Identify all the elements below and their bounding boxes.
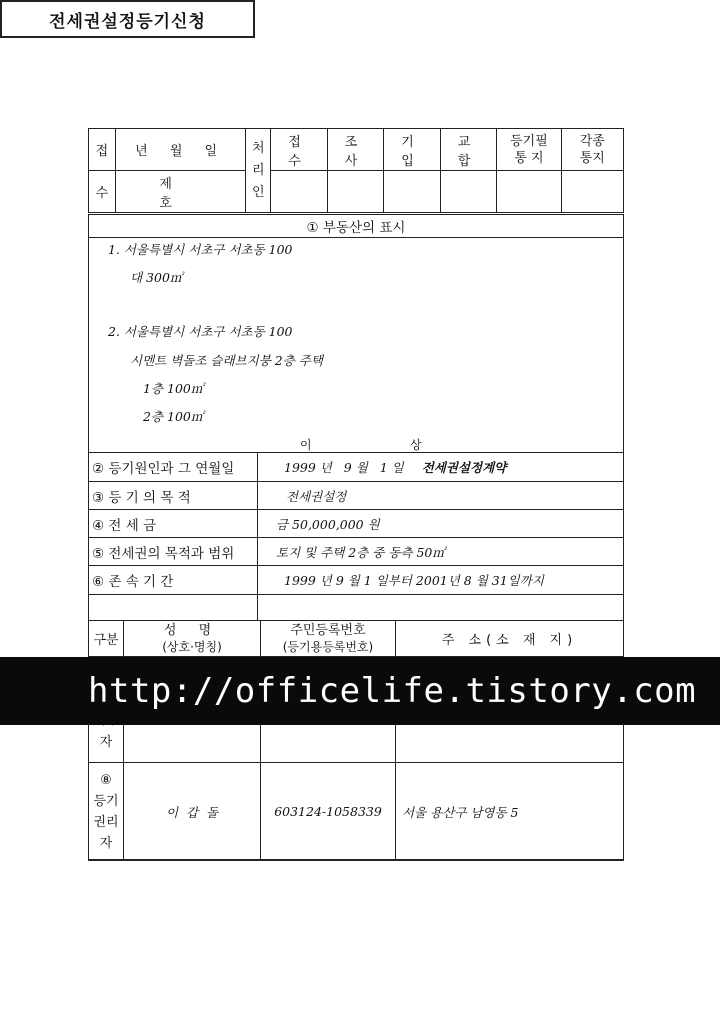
col-collate: 교 합: [440, 129, 497, 171]
row-scope: [88, 538, 624, 566]
row-blank: [88, 595, 624, 621]
cell-receipt: [271, 171, 328, 213]
form-title: 전세권설정등기신청: [0, 0, 255, 38]
property-end-left: 이: [300, 438, 312, 452]
row-scope-value: 토지 및 주택 2층 중 동측 50㎡: [276, 544, 445, 560]
property-item2-line4: 2층 100㎡: [143, 409, 204, 424]
col-receipt: 접 수: [271, 129, 328, 171]
holder-id: 603124-1058339: [261, 763, 396, 861]
date-label: 년 월 일: [115, 129, 246, 171]
row-amount-label: ④ 전 세 금: [88, 510, 258, 537]
watermark-url: http://officelife.tistory.com: [88, 671, 697, 711]
row-amount: [88, 510, 624, 538]
row-purpose: [88, 482, 624, 510]
row-cause: [88, 453, 624, 482]
handler-label: 처 리 인: [246, 129, 271, 213]
col-inspect: 조 사: [327, 129, 384, 171]
col-notice-completed: 등기필 통 지: [497, 129, 561, 171]
watermark-banner: [0, 657, 720, 725]
cell-notice-various: [561, 171, 623, 213]
reception-label-top: 접: [89, 129, 116, 171]
cell-entry: [384, 171, 441, 213]
property-item2-line2: 시멘트 벽돌조 슬래브지붕 2층 주택: [130, 353, 323, 368]
holder-label: ⑧ 등기 권리 자: [89, 763, 124, 861]
number-label: 제 호: [115, 171, 246, 213]
holder-name: 이 갑 돌: [124, 763, 261, 861]
row-period-value: 1999 년 9 월 1 일부터 2001년 8 월 31일까지: [284, 573, 544, 588]
col-entry: 기 입: [384, 129, 441, 171]
cell-notice-completed: [497, 171, 561, 213]
party-col-name: 성 명 (상호·명칭): [124, 621, 261, 657]
row-period: [88, 566, 624, 595]
property-item1-line1: 1. 서울특별시 서초구 서초동 100: [108, 242, 293, 257]
obligor-label: 자: [89, 657, 124, 763]
col-notice-various: 각종 통지: [561, 129, 623, 171]
property-item2-line1: 2. 서울특별시 서초구 서초동 100: [108, 324, 293, 339]
row-purpose-label: ③ 등 기 의 목 적: [88, 482, 258, 509]
row-scope-label: ⑤ 전세권의 목적과 범위: [88, 538, 258, 565]
party-col-id: 주민등록번호 (등기용등록번호): [261, 621, 396, 657]
row-blank-label: [88, 595, 258, 620]
row-period-label: ⑥ 존 속 기 간: [88, 566, 258, 594]
row-purpose-value: 전세권설정: [286, 488, 347, 504]
holder-addr: 서울 용산구 남영동 5: [396, 763, 624, 861]
row-cause-label: ② 등기원인과 그 연월일: [88, 453, 258, 481]
cell-inspect: [327, 171, 384, 213]
party-col-kind: 구분: [89, 621, 124, 657]
property-header: ① 부동산의 표시: [88, 214, 624, 238]
property-end-right: 상: [410, 438, 422, 452]
reception-label-bottom: 수: [89, 171, 116, 213]
row-cause-value: 1999 년 9 월 1 일 전세권설정계약: [284, 460, 507, 475]
row-amount-value: 금 50,000,000 원: [276, 516, 380, 532]
reception-table: [88, 128, 624, 213]
property-item2-line3: 1층 100㎡: [143, 381, 204, 396]
party-col-addr: 주 소(소 재 지): [396, 621, 624, 657]
property-item1-line2: 대 300㎡: [130, 270, 183, 285]
cell-collate: [440, 171, 497, 213]
